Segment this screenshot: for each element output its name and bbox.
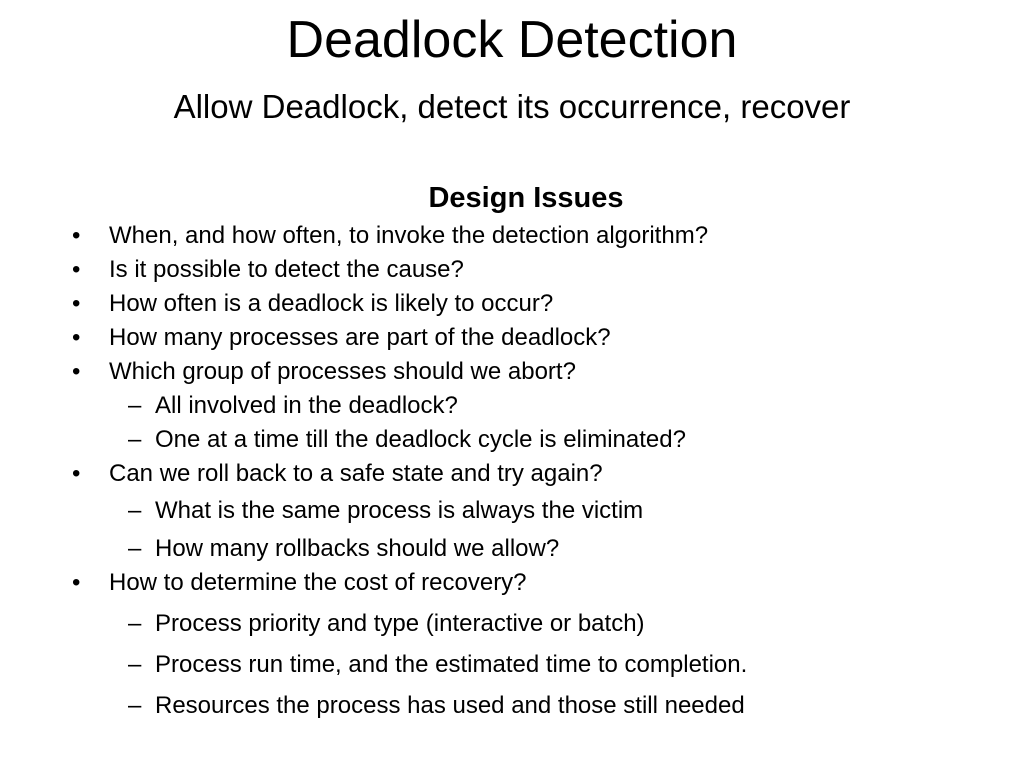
list-item-text: When, and how often, to invoke the detection algorithm? xyxy=(109,222,709,249)
sub-list-item-text: Resources the process has used and those still needed xyxy=(155,692,745,719)
sub-list-item-text: Process run time, and the estimated time to completion. xyxy=(155,651,748,678)
sub-list-item-text: One at a time till the deadlock cycle is eliminated? xyxy=(155,426,686,453)
bullet-marker: • xyxy=(72,460,81,487)
bullet-marker: • xyxy=(72,324,81,351)
slide-subtitle: Allow Deadlock, detect its occurrence, recover xyxy=(173,88,851,125)
sub-list-item-text: What is the same process is always the victim xyxy=(155,497,644,524)
list-item-text: How to determine the cost of recovery? xyxy=(109,569,527,596)
list-item-text: How many processes are part of the deadlock? xyxy=(109,324,611,351)
dash-marker: – xyxy=(128,535,142,562)
bullet-marker: • xyxy=(72,358,81,385)
bullet-marker: • xyxy=(72,290,81,317)
section-heading: Design Issues xyxy=(428,182,624,214)
sub-list-item-text: How many rollbacks should we allow? xyxy=(155,535,560,562)
sub-list-item-text: Process priority and type (interactive or batch) xyxy=(155,610,645,637)
dash-marker: – xyxy=(128,392,142,419)
bullet-marker: • xyxy=(72,569,81,596)
dash-marker: – xyxy=(128,610,142,637)
bullet-marker: • xyxy=(72,222,81,249)
list-item-text: Is it possible to detect the cause? xyxy=(109,256,464,283)
dash-marker: – xyxy=(128,692,142,719)
bullet-marker: • xyxy=(72,256,81,283)
dash-marker: – xyxy=(128,426,142,453)
list-item-text: Which group of processes should we abort? xyxy=(109,358,576,385)
list-item-text: Can we roll back to a safe state and try again? xyxy=(109,460,603,487)
list-item-text: How often is a deadlock is likely to occur? xyxy=(109,290,554,317)
dash-marker: – xyxy=(128,497,142,524)
sub-list-item-text: All involved in the deadlock? xyxy=(155,392,458,419)
dash-marker: – xyxy=(128,651,142,678)
slide-title: Deadlock Detection xyxy=(286,11,738,69)
